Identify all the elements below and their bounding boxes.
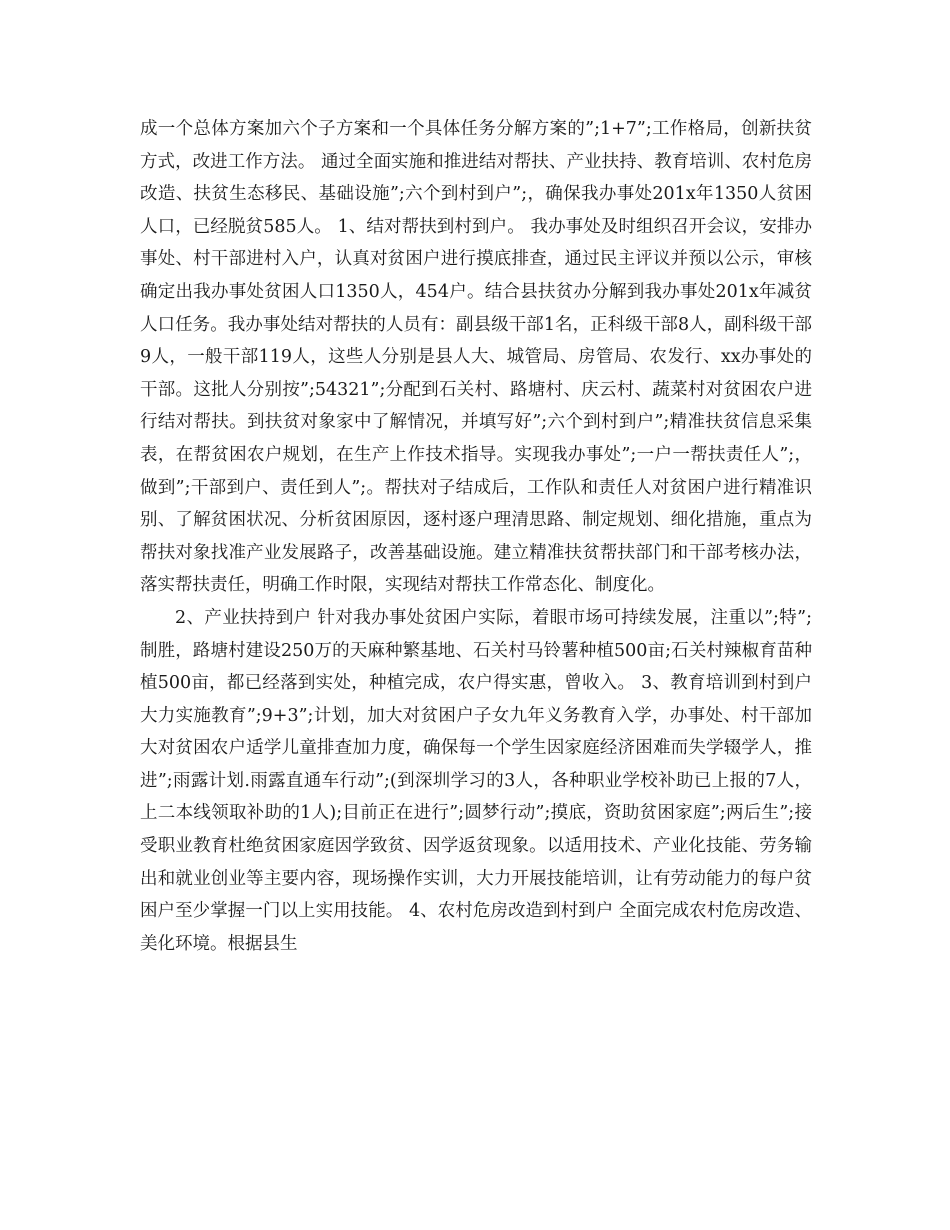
paragraph-2: 2、产业扶持到户 针对我办事处贫困户实际，着眼市场可持续发展，注重以”;特”;制胜，路塘村建设250万的天麻种繁基地、石关村马铃薯种植500亩;石关村辣椒育苗种植500亩，都已经落到实处，种植完成，农户得实惠，曾收入。 3、教育培训到村到户 大力实施教育”;9+3”;计划，加大对贫困户子女九年义务教育入学，办事处、村干部加大对贫困农户适学儿童排查加力度，确保每一个学生因家庭经济困难而失学辍学人，推进”;雨露计划.雨露直通车行动”;(到深圳学习的3人，各种职业学校补助已上报的7人，上二本线领取补助的1人);目前正在进行”;圆梦行动”;摸底，资助贫困家庭”;两后生”;接受职业教育杜绝贫困家庭因学致贫、因学返贫现象。以适用技术、产业化技能、劳务输出和就业创业等主要内容，现场操作实训，大力开展技能培训，让有劳动能力的每户贫困户至少掌握一门以上实用技能。 4、农村危房改造到村到户 全面完成农村危房改造、美化环境。根据县生	[140, 607, 812, 954]
paragraph-1: 成一个总体方案加六个子方案和一个具体任务分解方案的”;1+7”;工作格局，创新扶贫方式，改进工作方法。 通过全面实施和推进结对帮扶、产业扶持、教育培训、农村危房改造、扶贫生态移民、基础设施”;六个到村到户”;，确保我办事处201x年1350人贫困人口，已经脱贫585人。 1、结对帮扶到村到户。 我办事处及时组织召开会议，安排办事处、村干部进村入户，认真对贫困户进行摸底排查，通过民主评议并预以公示，审核确定出我办事处贫困人口1350人，454户。结合县扶贫办分解到我办事处201x年减贫人口任务。我办事处结对帮扶的人员有：副县级干部1名，正科级干部8人，副科级干部9人，一般干部119人，这些人分别是县人大、城管局、房管局、农发行、xx办事处的干部。这批人分别按”;54321”;分配到石关村、路塘村、庆云村、蔬菜村对贫困农户进行结对帮扶。到扶贫对象家中了解情况，并填写好”;六个到村到户”;精准扶贫信息采集表，在帮贫困农户规划，在生产上作技术指导。实现我办事处”;一户一帮扶责任人”;，做到”;干部到户、责任到人”;。帮扶对子结成后，工作队和责任人对贫困户进行精准识别、了解贫困状况、分析贫困原因，逐村逐户理清思路、制定规划、细化措施，重点为帮扶对象找准产业发展路子，改善基础设施。建立精准扶贫帮扶部门和干部考核办法，落实帮扶责任，明确工作时限，实现结对帮扶工作常态化、制度化。	[140, 119, 812, 596]
document-body	[140, 113, 812, 960]
